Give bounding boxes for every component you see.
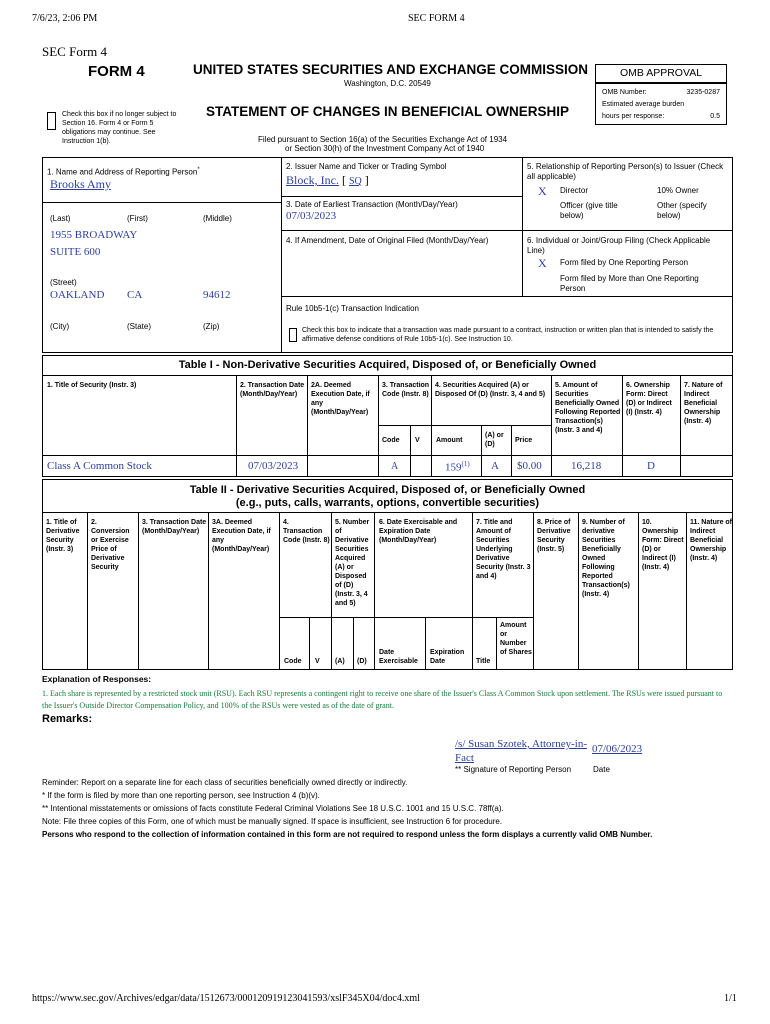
remarks-title: Remarks:	[42, 713, 93, 725]
t1-row-price: $0.00	[517, 460, 542, 472]
t2-h10: 10. Ownership Form: Direct (D) or Indirect (I) (Instr. 4)	[642, 519, 684, 571]
table2-title2: (e.g., puts, calls, warrants, options, convertible securities)	[235, 497, 540, 509]
zip-value: 94612	[203, 289, 231, 301]
footnote-1: 1. Each share is represented by a restricted stock unit (RSU). Each RSU represents a contingent right to receive one share of the Issuer's Class A Common Stock upon settlement. The RSUs were issued pursuant to the Issuer's Outside Director Compensation Policy, and 100% of the RSUs were vested as of the date of grant.	[42, 689, 723, 710]
t1-h2a: 2A. Deemed Execution Date, if any (Month/Day/Year)	[311, 382, 370, 416]
omb-title: OMB APPROVAL	[619, 67, 703, 79]
t1-h6: 6. Ownership Form: Direct (D) or Indirect (I) (Instr. 4)	[626, 382, 672, 416]
filed-pursuant-1: Filed pursuant to Section 16(a) of the Securities Exchange Act of 1934	[258, 135, 508, 144]
ten-pct-owner-label: 10% Owner	[657, 186, 699, 195]
other-label: Other (specify below)	[657, 201, 707, 220]
omb-hours-value: 0.5	[710, 113, 720, 120]
t1-sub-code: Code	[382, 437, 400, 444]
t2-sub-exp: Expiration Date	[430, 649, 465, 665]
t1-h2: 2. Transaction Date (Month/Day/Year)	[240, 382, 305, 398]
date-label: Date	[593, 765, 610, 774]
t1-row-code: A	[391, 461, 399, 472]
note-2: ** Intentional misstatements or omissions of facts constitute Federal Criminal Violations See 18 U.S.C. 1001 and 15 U.S.C. 78ff(a).	[42, 804, 504, 813]
t2-h4: 4. Transaction Code (Instr. 8)	[283, 519, 330, 544]
t1-row-date: 07/03/2023	[248, 460, 299, 472]
t2-h11: 11. Nature of Indirect Beneficial Ownership (Instr. 4)	[690, 519, 733, 562]
section2-label: 2. Issuer Name and Ticker or Trading Symbol	[286, 162, 447, 171]
t2-h9: 9. Number of derivative Securities Beneficially Owned Following Reported Transaction(s) (Instr. 4)	[582, 519, 630, 598]
t2-h7: 7. Title and Amount of Securities Underlying Derivative Security (Instr. 3 and 4)	[476, 519, 531, 580]
issuer-name-link[interactable]: Block, Inc.	[286, 173, 339, 187]
t1-row-amount: 159$^{(1)}$	[445, 460, 470, 474]
one-person-mark[interactable]: X	[538, 256, 547, 270]
section16-checkbox[interactable]	[47, 112, 56, 130]
print-datetime: 7/6/23, 2:06 PM	[32, 13, 98, 24]
t1-h7: 7. Nature of Indirect Beneficial Ownership (Instr. 4)	[684, 382, 723, 425]
street-line2: SUITE 600	[50, 246, 101, 258]
t2-sub-v: V	[315, 658, 320, 665]
t2-h5: 5. Number of Derivative Securities Acquired (A) or Disposed of (D) (Instr. 3, 4 and 5)	[335, 519, 370, 607]
t2-h3a: 3A. Deemed Execution Date, if any (Month/Day/Year)	[212, 519, 271, 553]
city-label: (City)	[50, 322, 70, 331]
t2-h3: 3. Transaction Date (Month/Day/Year)	[142, 519, 207, 535]
omb-title-box	[595, 64, 727, 83]
t2-sub-amount: Amount or Number of Shares	[500, 622, 532, 656]
t2-sub-a: (A)	[335, 658, 345, 665]
doc-title: SEC Form 4	[42, 44, 108, 59]
form-label: FORM 4	[88, 63, 145, 80]
director-mark[interactable]: X	[538, 184, 547, 198]
print-title: SEC FORM 4	[408, 13, 465, 24]
statement-title: STATEMENT OF CHANGES IN BENEFICIAL OWNERSHIP	[206, 104, 570, 119]
filed-pursuant-2: or Section 30(h) of the Investment Company Act of 1940	[285, 144, 485, 153]
t1-row-owned: 16,218	[571, 460, 602, 472]
t2-sub-code: Code	[284, 658, 302, 665]
street-label: (Street)	[50, 278, 77, 287]
commission-title: UNITED STATES SECURITIES AND EXCHANGE COMMISSION	[193, 62, 589, 77]
t1-row-title: Class A Common Stock	[47, 460, 152, 472]
omb-number-label: OMB Number:	[602, 89, 647, 96]
section5-label: 5. Relationship of Reporting Person(s) to Issuer (Check all applicable)	[527, 162, 724, 181]
rule-title: Rule 10b5-1(c) Transaction Indication	[286, 304, 419, 313]
t1-h5: 5. Amount of Securities Beneficially Owned Following Reported Transaction(s) (Instr. 3 and 4)	[555, 382, 621, 434]
t1-sub-v: V	[415, 437, 420, 444]
officer-label: Officer (give title below)	[560, 201, 618, 220]
omb-burden-label: Estimated average burden	[602, 101, 685, 108]
location: Washington, D.C. 20549	[344, 79, 431, 88]
ticker-link[interactable]: SQ	[349, 176, 362, 187]
rule-checkbox[interactable]	[289, 328, 297, 342]
print-url: https://www.sec.gov/Archives/edgar/data/1512673/000120919123041593/xslF345X04/doc4.xml	[32, 993, 420, 1004]
street-line1: 1955 BROADWAY	[50, 229, 138, 241]
director-label: Director	[560, 186, 589, 195]
t2-h6: 6. Date Exercisable and Expiration Date (Month/Day/Year)	[379, 519, 458, 544]
t2-h2: 2. Conversion or Exercise Price of Derivative Security	[91, 519, 130, 571]
zip-label: (Zip)	[203, 322, 220, 331]
omb-number-value: 3235-0287	[686, 89, 720, 96]
omb-hours-label: hours per response:	[602, 113, 665, 120]
section1-label: 1. Name and Address of Reporting Person*	[47, 167, 200, 177]
note-1: * If the form is filed by more than one reporting person, see Instruction 4 (b)(v).	[42, 791, 320, 800]
earliest-transaction-date: 07/03/2023	[286, 210, 337, 222]
print-page: 1/1	[724, 993, 737, 1004]
t1-h3: 3. Transaction Code (Instr. 8)	[382, 382, 430, 398]
more-persons-label: Form filed by More than One Reporting Person	[560, 274, 699, 293]
t1-sub-ad: (A) or (D)	[485, 432, 504, 448]
middle-label: (Middle)	[203, 214, 232, 223]
rule-text: Check this box to indicate that a transaction was made pursuant to a contract, instruction or written plan that is intended to satisfy the affirmative defense conditions of Rule 10b5-1(c). See Instruction 10.	[302, 327, 714, 343]
section3-label: 3. Date of Earliest Transaction (Month/Day/Year)	[286, 200, 458, 209]
signature-name: /s/ Susan Szotek, Attorney-in- Fact	[455, 738, 587, 764]
t2-sub-title: Title	[476, 658, 491, 665]
t1-row-form: D	[647, 460, 655, 472]
t1-h1: 1. Title of Security (Instr. 3)	[47, 382, 137, 389]
t2-sub-exer: Date Exercisable	[379, 649, 418, 665]
section16-note: Check this box if no longer subject to Section 16. Form 4 or Form 5 obligations may continue. See Instruction 1(b).	[62, 111, 177, 145]
state-label: (State)	[127, 322, 152, 331]
state-value: CA	[127, 289, 143, 301]
explanation-title: Explanation of Responses:	[42, 674, 152, 684]
issuer-row: Block, Inc. [ SQ ]	[286, 173, 369, 187]
signature-label: ** Signature of Reporting Person	[455, 765, 572, 774]
reporting-person-name[interactable]: Brooks Amy	[50, 177, 112, 191]
t1-h4: 4. Securities Acquired (A) or Disposed Of (D) (Instr. 3, 4 and 5)	[435, 382, 546, 398]
t1-sub-price: Price	[515, 437, 533, 444]
section6-label: 6. Individual or Joint/Group Filing (Check Applicable Line)	[527, 236, 711, 255]
t2-h8: 8. Price of Derivative Security (Instr. 5)	[537, 519, 571, 553]
t2-h1: 1. Title of Derivative Security (Instr. 3)	[46, 519, 80, 553]
omb-details	[595, 83, 727, 125]
t1-row-ad: A	[491, 460, 499, 472]
section4-label: 4. If Amendment, Date of Original Filed (Month/Day/Year)	[286, 236, 489, 245]
one-person-label: Form filed by One Reporting Person	[560, 258, 689, 267]
reminder-note: Reminder: Report on a separate line for each class of securities beneficially owned directly or indirectly.	[42, 778, 408, 787]
table1-title: Table I - Non-Derivative Securities Acquired, Disposed of, or Beneficially Owned	[178, 359, 597, 371]
note-3: Note: File three copies of this Form, one of which must be manually signed. If space is insufficient, see Instruction 6 for procedure.	[42, 817, 503, 826]
first-label: (First)	[127, 214, 148, 223]
last-label: (Last)	[50, 214, 71, 223]
t2-sub-d: (D)	[357, 658, 367, 665]
t1-sub-amount: Amount	[436, 437, 463, 444]
footnote-1-ref[interactable]: (1)	[461, 460, 470, 468]
city-value: OAKLAND	[50, 289, 105, 301]
signature-date: 07/06/2023	[592, 743, 643, 755]
note-4: Persons who respond to the collection of information contained in this form are not required to respond unless the form displays a currently valid OMB Number.	[42, 830, 653, 839]
table2-title1: Table II - Derivative Securities Acquired, Disposed of, or Beneficially Owned	[189, 484, 586, 496]
